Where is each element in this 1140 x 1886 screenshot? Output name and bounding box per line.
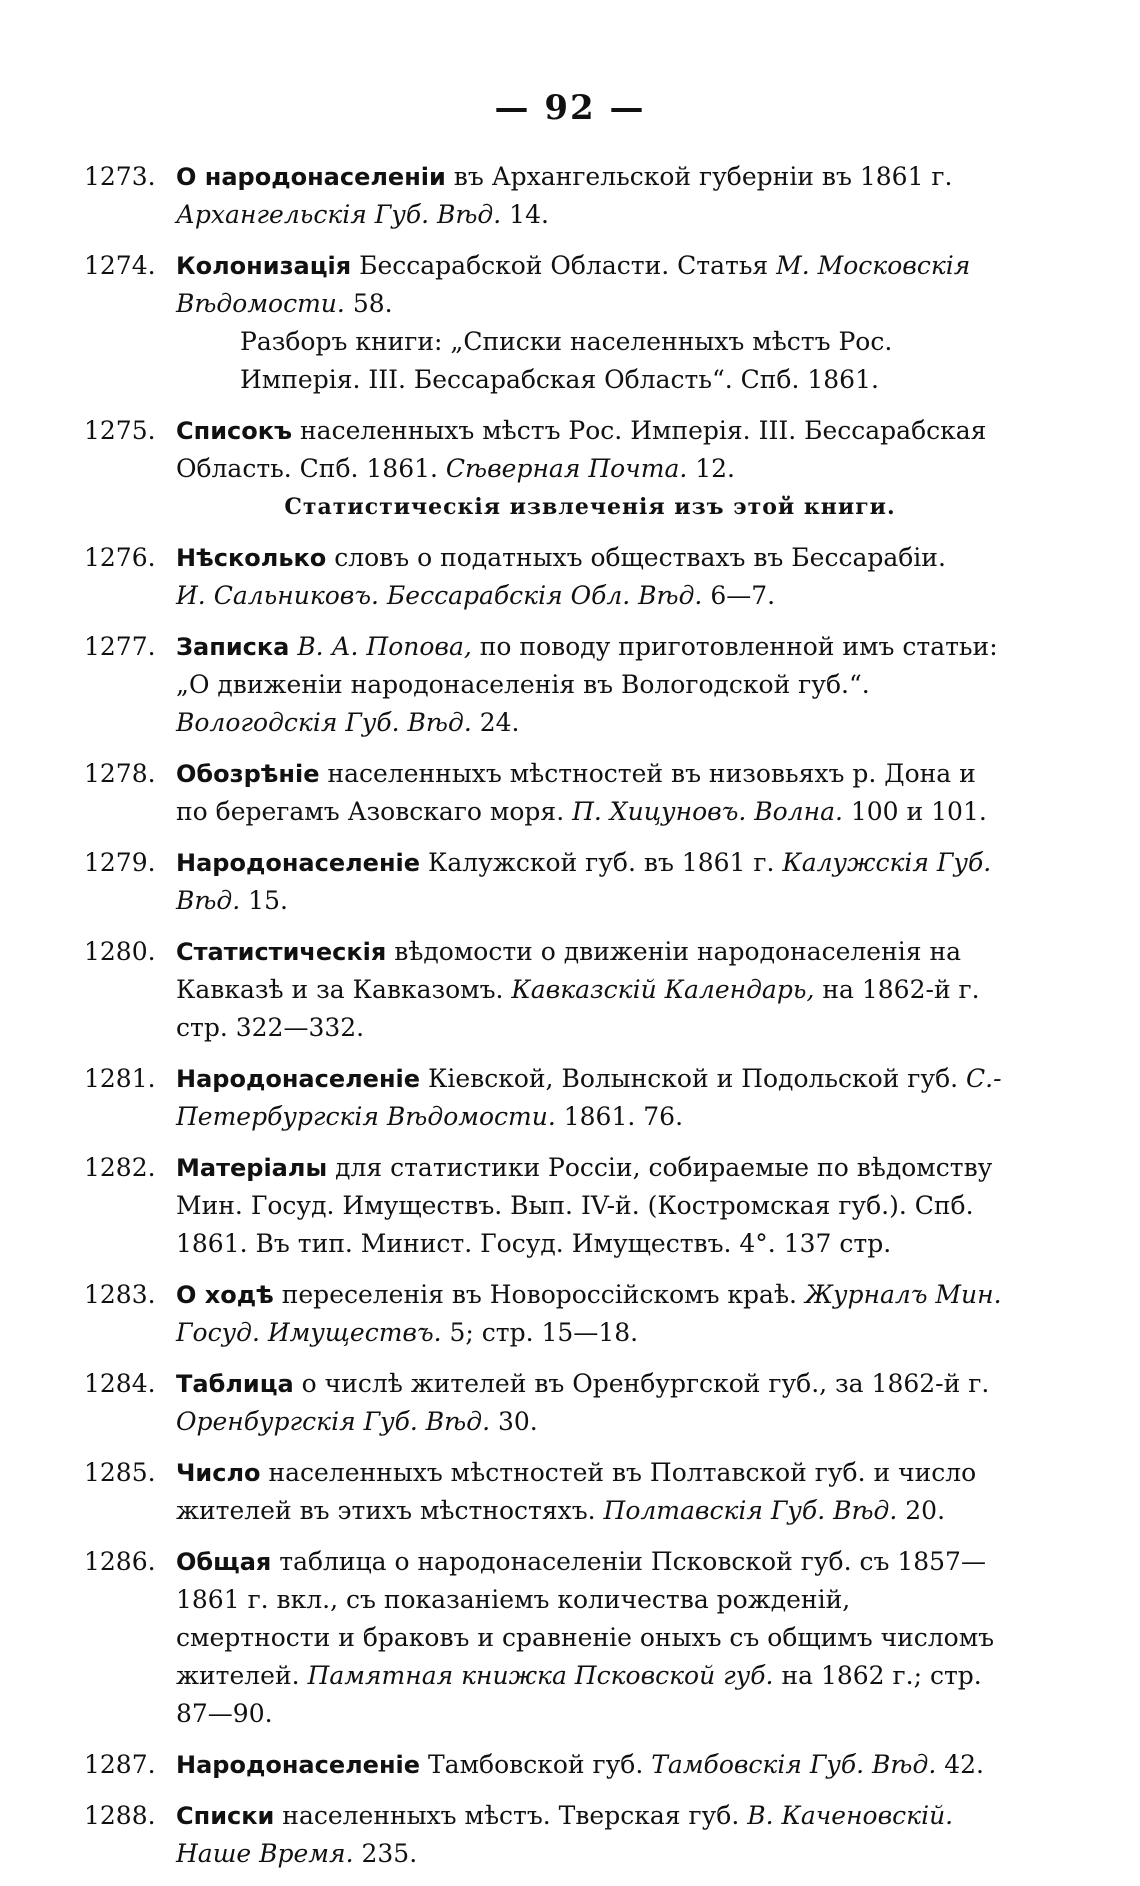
- entry-number: 1284.: [84, 1369, 156, 1398]
- entry-source: С.-Петербургскія Вѣдомости.: [176, 1064, 1002, 1131]
- entry-keyword: Статистическія: [176, 938, 387, 966]
- entry-text: населенныхъ мѣстностей въ Полтавской губ. и число жителей въ этихъ мѣстностяхъ.: [176, 1458, 977, 1525]
- list-item: [84, 628, 1004, 742]
- entry-text: о числѣ жителей въ Оренбургской губ., за 1862-й г.: [293, 1369, 990, 1398]
- entry-note: Статистическія извлеченія изъ этой книги.: [284, 494, 896, 520]
- entry-text: населенныхъ мѣстъ Рос. Имперія. III. Бессарабская Область. Спб. 1861.: [176, 416, 987, 483]
- entry-source: Московскія Вѣдомости.: [176, 251, 971, 318]
- entry-source: И. Сальниковъ. Бессарабскія Обл. Вѣд.: [176, 581, 703, 610]
- entry-tail: 1861. 76.: [555, 1102, 684, 1131]
- entry-tail: 42.: [936, 1750, 984, 1779]
- list-item: [84, 933, 1004, 1047]
- entry-tail: 30.: [490, 1407, 538, 1436]
- entry-number: 1286.: [84, 1547, 156, 1576]
- list-item: [84, 1365, 1004, 1441]
- entry-source: Тамбовскія Губ. Вѣд.: [651, 1750, 937, 1779]
- entry-number: 1280.: [84, 937, 156, 966]
- entry-number: 1273.: [84, 162, 156, 191]
- entry-keyword: Списки: [176, 1802, 275, 1830]
- entry-text: переселенія въ Новороссійскомъ краѣ.: [273, 1280, 805, 1309]
- entry-keyword: Общая: [176, 1548, 272, 1576]
- entry-text: словъ о податныхъ обществахъ въ Бессарабіи.: [326, 543, 946, 572]
- entry-tail: 100 и 101.: [842, 797, 987, 826]
- entry-source: Калужскія Губ. Вѣд.: [176, 848, 992, 915]
- entry-source: Архангельскія Губ. Вѣд.: [176, 200, 502, 229]
- entry-text: Тамбовской губ.: [420, 1750, 652, 1779]
- entry-number: 1288.: [84, 1801, 156, 1830]
- list-item: [84, 844, 1004, 920]
- entry-source: Памятная книжка Псковской губ.: [307, 1661, 774, 1690]
- entry-text: таблица о народонаселеніи Псковской губ. съ 1857—1861 г. вкл., съ показаніемъ количества рожденій, смертности и браковъ и сравненіе оныхъ съ общимъ числомъ жителей.: [176, 1547, 995, 1690]
- entry-keyword: Обозрѣніе: [176, 760, 320, 788]
- entry-author: В. А. Попова,: [297, 632, 472, 661]
- entry-number: 1275.: [84, 416, 156, 445]
- entry-number: 1287.: [84, 1750, 156, 1779]
- entry-number: 1279.: [84, 848, 156, 877]
- list-item: [84, 1454, 1004, 1530]
- entry-note: Разборъ книги: „Списки населенныхъ мѣстъ Рос. Имперія. III. Бессарабская Область“. Спб. 1861.: [240, 327, 893, 394]
- entry-source: Оренбургскія Губ. Вѣд.: [176, 1407, 491, 1436]
- entry-keyword: Народонаселеніе: [176, 849, 421, 877]
- entry-tail: 5; стр. 15—18.: [441, 1318, 639, 1347]
- entry-tail: 12.: [687, 454, 736, 483]
- list-item: [84, 1276, 1004, 1352]
- entry-tail: 20.: [897, 1496, 946, 1525]
- entry-keyword: Матеріалы: [176, 1154, 328, 1182]
- entry-text: Кіевской, Волынской и Подольской губ.: [420, 1064, 967, 1093]
- entry-text: по поводу приготовленной имъ статьи: „О движеніи народонаселенія въ Вологодской губ.“.: [176, 632, 998, 699]
- entry-tail: 6—7.: [702, 581, 776, 610]
- list-item: [84, 1746, 1004, 1784]
- entry-tail: 235.: [353, 1839, 418, 1868]
- entry-text: Калужской губ. въ 1861 г.: [420, 848, 783, 877]
- entry-keyword: Записка: [176, 633, 290, 661]
- entry-number: 1283.: [84, 1280, 156, 1309]
- entry-keyword: О народонаселеніи: [176, 163, 446, 191]
- entry-keyword: Списокъ: [176, 417, 293, 445]
- entry-keyword: Колонизація: [176, 252, 352, 280]
- entry-tail: 14.: [501, 200, 549, 229]
- list-item: [84, 755, 1004, 831]
- entry-number: 1281.: [84, 1064, 156, 1093]
- entry-source: Сѣверная Почта.: [445, 454, 688, 483]
- entry-source: Кавказскій Календарь,: [511, 975, 815, 1004]
- entry-keyword: Народонаселеніе: [176, 1065, 421, 1093]
- page-number: — 92 —: [494, 88, 646, 128]
- entry-source: Полтавскія Губ. Вѣд.: [603, 1496, 898, 1525]
- list-item: [84, 247, 1004, 399]
- list-item: [84, 158, 1004, 234]
- entry-text: населенныхъ мѣстъ. Тверская губ.: [274, 1801, 748, 1830]
- entry-number: 1277.: [84, 632, 156, 661]
- entry-tail: на 1862 г.; стр. 87—90.: [176, 1661, 982, 1728]
- entry-author: М.: [776, 251, 810, 280]
- list-item: [84, 1797, 1004, 1873]
- entry-number: 1282.: [84, 1153, 156, 1182]
- entry-number: 1278.: [84, 759, 156, 788]
- entry-number: 1274.: [84, 251, 156, 280]
- entry-text: населенныхъ мѣстностей въ низовьяхъ р. Дона и по берегамъ Азовскаго моря.: [176, 759, 976, 826]
- entry-number: 1285.: [84, 1458, 156, 1487]
- entry-tail: 15.: [240, 886, 288, 915]
- entry-keyword: Нѣсколько: [176, 544, 327, 572]
- entry-source: Вологодскія Губ. Вѣд.: [176, 708, 472, 737]
- entry-number: 1276.: [84, 543, 156, 572]
- entry-source: П. Хицуновъ. Волна.: [572, 797, 843, 826]
- entry-keyword: Народонаселеніе: [176, 1751, 421, 1779]
- list-item: [84, 412, 1004, 526]
- entry-tail: 58.: [344, 289, 393, 318]
- entry-list: [84, 158, 1004, 1886]
- entry-text: въ Архангельской губерніи въ 1861 г.: [445, 162, 953, 191]
- entry-tail: на 1862-й г. стр. 322—332.: [176, 975, 980, 1042]
- entry-text: вѣдомости о движеніи народонаселенія на Кавказѣ и за Кавказомъ.: [176, 937, 962, 1004]
- entry-tail: 24.: [471, 708, 520, 737]
- list-item: [84, 1060, 1004, 1136]
- entry-text: Бессарабской Области. Статья: [351, 251, 777, 280]
- entry-text: для статистики Россіи, собираемые по вѣдомству Мин. Госуд. Имуществъ. Вып. IV-й. (Костромская губ.). Спб. 1861. Въ тип. Минист. Госуд. Имуществъ. 4°. 137 стр.: [176, 1153, 993, 1258]
- entry-keyword: Таблица: [176, 1370, 294, 1398]
- entry-source: Журналъ Мин. Госуд. Имуществъ.: [176, 1280, 1002, 1347]
- entry-keyword: Число: [176, 1459, 261, 1487]
- list-item: [84, 539, 1004, 615]
- entry-source: В. Каченовскій. Наше Время.: [176, 1801, 954, 1868]
- entry-keyword: О ходѣ: [176, 1281, 274, 1309]
- list-item: [84, 1149, 1004, 1263]
- list-item: [84, 1543, 1004, 1733]
